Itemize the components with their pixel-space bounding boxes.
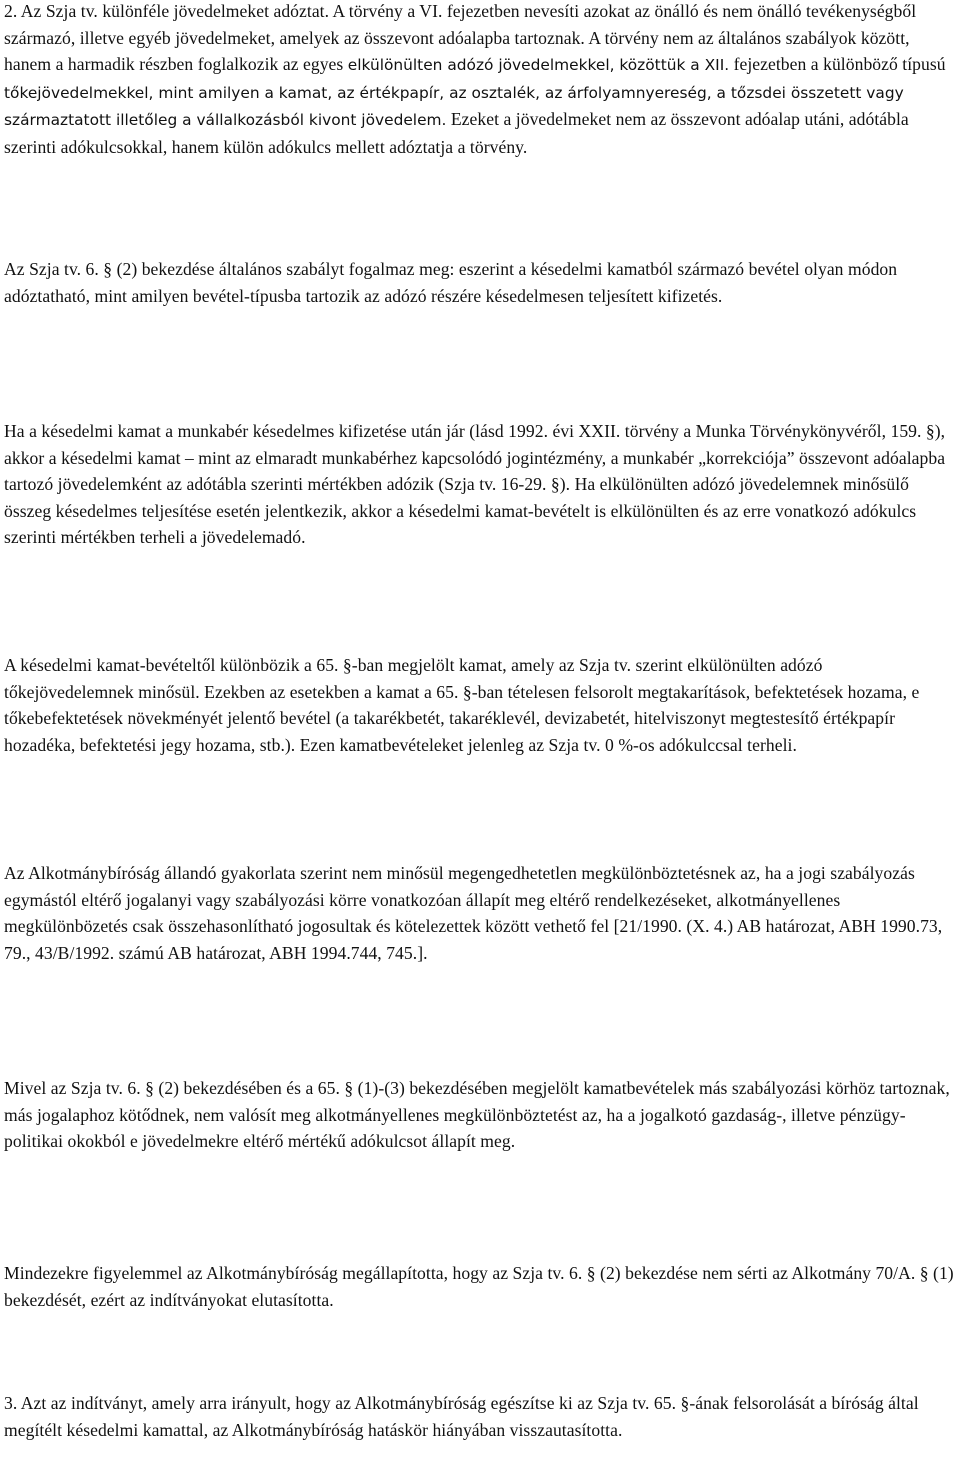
text-segment: Mivel az Szja tv. 6. § (2) bekezdésében és a 65. § (1)-(3) bekezdésében megjelölt kamatbevételek más szabályozási körhöz tartoznak, más jogalaphoz kötődnek, nem valósít meg alkotmányellenes megkülönböztetést az, ha a jogalkotó gazdaság-, illetve pénzügy-politikai okokból e jövedelmekre eltérő mértékű adókulcsot állapít meg. <box>4 1078 950 1151</box>
text-segment: 3. Azt az indítványt, amely arra irányult, hogy az Alkotmánybíróság egészítse ki az Szja tv. 65. §-ának felsorolását a bíróság által megítélt késedelmi kamattal, az Alkotmánybíróság hatáskör hiányában visszautasította. <box>4 1393 919 1440</box>
paragraph-conclusion <box>4 1260 954 1313</box>
paragraph-general-rule <box>4 256 954 309</box>
text-segment: fejezetben a különböző típusú <box>729 54 946 74</box>
paragraph-constitutional-practice <box>4 860 954 966</box>
text-segment: Mindezekre figyelemmel az Alkotmánybíróság megállapította, hogy az Szja tv. 6. § (2) bekezdése nem sérti az Alkotmány 70/A. § (1) bekezdését, ezért az indítványokat elutasította. <box>4 1263 954 1310</box>
paragraph-section-3 <box>4 1390 954 1443</box>
text-segment: tőkejövedelmekkel, mint amilyen a kamat, az értékpapír, az osztalék, az árfolyamnyereség, a tőzsdei összetett vagy származtatott illetőleg a vállalkozásból kivont jövedelem. <box>4 83 904 129</box>
paragraph-65-interest <box>4 652 954 758</box>
text-segment: 2. Az Szja tv. különféle jövedelmeket adóztat. A törvény a VI. fejezetben nevesíti azokat az önálló és nem önálló tevékenységből származó, illetve egyéb jövedelmeket, amelyek az összevont adóalapba tartoznak. A törvény nem az általános szabályok között, hanem a harmadik részben foglalkozik az egyes <box>4 1 917 74</box>
paragraph-section-2-intro <box>4 0 954 160</box>
text-segment: Ha a késedelmi kamat a munkabér késedelmes kifizetése után jár (lásd 1992. évi XXII. törvény a Munka Törvénykönyvéről, 159. §), akkor a késedelmi kamat – mint az elmaradt munkabérhez kapcsolódó jogintézmény, a munkabér „korrekciója” összevont adóalapba tartozó jövedelemként az adótábla szerinti mértékben adózik (Szja tv. 16-29. §). Ha elkülönülten adózó jövedelemnek minősülő összeg késedelmes teljesítése esetén jelentkezik, akkor a késedelmi kamat-bevételt is elkülönülten és az erre vonatkozó adókulcs szerinti mértékben terheli a jövedelemadó. <box>4 421 946 547</box>
paragraph-wage-interest <box>4 418 954 551</box>
text-segment: elkülönülten adózó jövedelmekkel, közöttük a XII. <box>347 56 730 74</box>
text-segment: Ezeket a jövedelmeket nem az összevont adóalap utáni, adótábla szerinti adókulcsokkal, hanem külön adókulcs mellett adóztatja a törvény. <box>4 109 909 157</box>
text-segment: Az Szja tv. 6. § (2) bekezdése általános szabályt fogalmaz meg: eszerint a késedelmi kamatból származó bevétel olyan módon adóztatható, mint amilyen bevétel-típusba tartozik az adózó részére késedelmesen teljesített kifizetés. <box>4 259 898 306</box>
paragraph-different-regulation <box>4 1075 954 1155</box>
text-segment: Az Alkotmánybíróság állandó gyakorlata szerint nem minősül megengedhetetlen megkülönböztetésnek az, ha a jogi szabályozás egymástól eltérő jogalanyi vagy szabályozási körre vonatkozóan állapít meg eltérő rendelkezéseket, alkotmányellenes megkülönbözetés csak összehasonlítható jogosultak és kötelezettek között vethető fel [21/1990. (X. 4.) AB határozat, ABH 1990.73, 79., 43/B/1992. számú AB határozat, ABH 1994.744, 745.]. <box>4 863 943 963</box>
text-segment: A késedelmi kamat-bevételtől különbözik a 65. §-ban megjelölt kamat, amely az Szja tv. szerint elkülönülten adózó tőkejövedelemnek minősül. Ezekben az esetekben a kamat a 65. §-ban tételesen felsorolt megtakarítások, befektetések hozama, e tőkebefektetések növekményét jelentő bevétel (a takarékbetét, takaréklevél, devizabetét, hitelviszonyt megtestesítő értékpapír hozadéka, befektetési jegy hozama, stb.). Ezen kamatbevételeket jelenleg az Szja tv. 0 %-os adókulccsal terheli. <box>4 655 920 755</box>
